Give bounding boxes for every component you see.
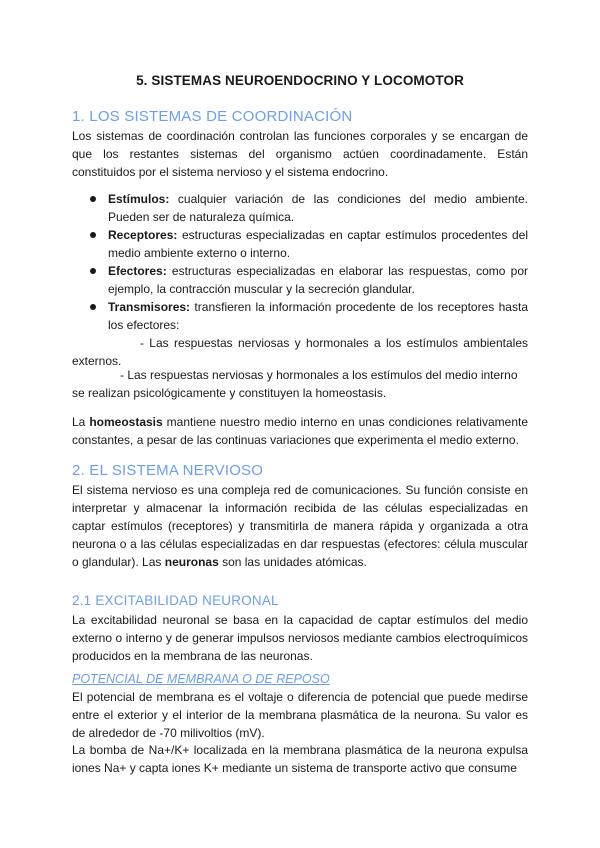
respuestas-externas: - Las respuestas nerviosas y hormonales a los estímulos ambientales externos. [72, 336, 528, 368]
potencial-paragraph-1: El potencial de membrana es el voltaje o diferencia de potencial que puede medirse entre el exterior y el interior de la membrana plasmática de la neurona. Su valor es de alrededor de -70 milivoltios (mV). [72, 690, 528, 740]
bullet-transmisores [90, 298, 528, 334]
sistema-nervioso-paragraph [72, 481, 528, 571]
bullet-term: Receptores: [108, 228, 178, 242]
bullet-text: estructuras especializadas en elaborar las respuestas, como por ejemplo, la contracción muscular y la secreción glandular. [108, 264, 528, 296]
coordinacion-bullet-list [90, 190, 528, 334]
bullet-efectores [90, 262, 528, 298]
sistema-nervioso-post: son las unidades atómicas. [218, 555, 367, 569]
potencial-paragraph-2: La bomba de Na+/K+ localizada en la membrana plasmática de la neurona expulsa iones Na+ y capta iones K+ mediante un sistema de transporte activo que consume [72, 743, 528, 775]
respuestas-internas: - Las respuestas nerviosas y hormonales a los estímulos del medio interno se realizan psicológicamente y constituyen la homeostasis. [72, 368, 518, 400]
bullet-text: cualquier variación de las condiciones del medio ambiente. Pueden ser de naturaleza química. [108, 192, 528, 224]
bullet-term: Estímulos: [108, 192, 170, 206]
bullet-text: transfieren la información procedente de los receptores hasta los efectores: [108, 300, 528, 332]
bullet-term: Transmisores: [108, 300, 191, 314]
bullet-dot-icon [90, 304, 96, 310]
homeostasis-paragraph [72, 413, 528, 449]
bullet-dot-icon [90, 232, 96, 238]
homeostasis-pre: La [72, 415, 90, 429]
bullet-dot-icon [90, 196, 96, 202]
homeostasis-post: mantiene nuestro medio interno en unas condiciones relativamente constantes, a pesar de las continuas variaciones que experimenta el medio externo. [72, 415, 529, 447]
bullet-dot-icon [90, 268, 96, 274]
excitabilidad-paragraph: La excitabilidad neuronal se basa en la capacidad de captar estímulos del medio externo o interno y de generar impulsos nerviosos mediante cambios electroquímicos producidos en la membrana de las neuronas. [72, 613, 528, 663]
coordinacion-intro: Los sistemas de coordinación controlan las funciones corporales y se encargan de que los restantes sistemas del organismo actúen coordinadamente. Están constituidos por el sistema nervioso y el sistema endocrino. [72, 129, 528, 179]
sistema-nervioso-pre: El sistema nervioso es una compleja red de comunicaciones. Su función consiste en interpretar y almacenar la información recibida de las células especializadas en captar estímulos (receptores) y transmitirla de manera rápida y organizada a otra neurona o a las células especializadas en dar respuestas (efectores: célula muscular o glandular). Las [72, 483, 528, 569]
subsection-heading-potencial: POTENCIAL DE MEMBRANA O DE REPOSO [72, 672, 330, 686]
neuronas-term: neuronas [164, 555, 219, 569]
document-title: 5. SISTEMAS NEUROENDOCRINO Y LOCOMOTOR [136, 73, 464, 88]
bullet-term: Efectores: [108, 264, 167, 278]
homeostasis-term: homeostasis [89, 415, 163, 429]
bullet-estimulos [90, 190, 528, 226]
bullet-receptores [90, 226, 528, 262]
bullet-text: estructuras especializadas en captar estímulos procedentes del medio ambiente externo o interno. [108, 228, 528, 260]
section-heading-excitabilidad: 2.1 EXCITABILIDAD NEURONAL [72, 593, 279, 608]
section-heading-sistema-nervioso: 2. EL SISTEMA NERVIOSO [72, 462, 264, 479]
section-heading-coordinacion: 1. LOS SISTEMAS DE COORDINACIÓN [72, 108, 353, 125]
